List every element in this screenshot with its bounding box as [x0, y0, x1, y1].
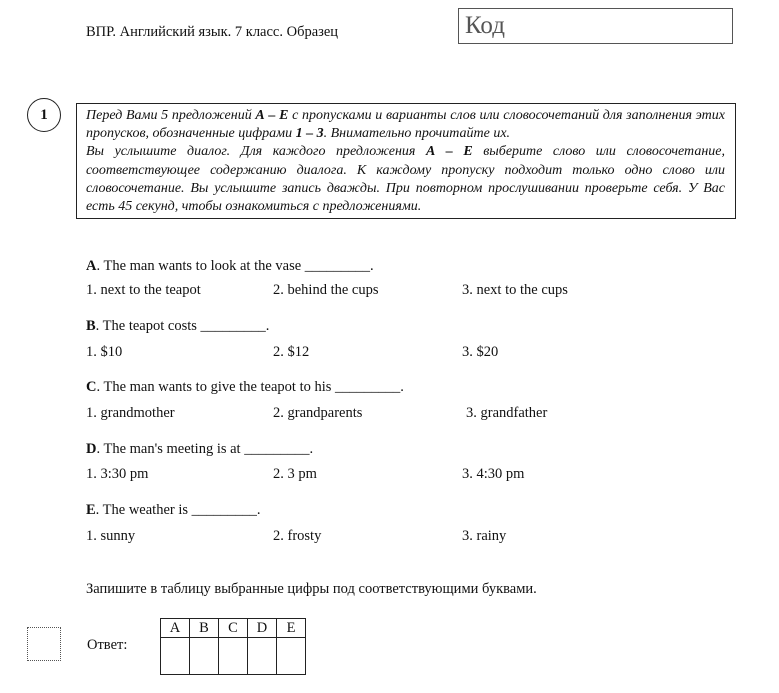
option-a-1: 1. next to the teapot	[86, 282, 201, 298]
question-e	[86, 502, 261, 519]
question-text: . The man's meeting is at _________.	[96, 441, 314, 457]
option-b-3: 3. $20	[462, 344, 499, 360]
answer-header-e: E	[277, 619, 306, 638]
answer-cell-d[interactable]	[248, 638, 277, 675]
option-c-3: 3. grandfather	[466, 405, 548, 421]
option-e-1: 1. sunny	[86, 528, 136, 544]
question-d	[86, 441, 313, 458]
instruction-part: . Внимательно прочитайте их.	[323, 126, 511, 142]
option-d-3: 3. 4:30 pm	[462, 466, 525, 482]
question-text: . The man wants to look at the vase _________.	[96, 258, 374, 274]
option-c-2: 2. grandparents	[273, 405, 363, 421]
instruction-letters: А – Е	[255, 108, 289, 123]
answer-cell-a[interactable]	[161, 638, 190, 675]
instruction-part: Вы услышите диалог. Для каждого предложения	[86, 144, 426, 160]
option-d-2: 2. 3 pm	[273, 466, 317, 482]
option-c-1: 1. grandmother	[86, 405, 175, 421]
question-letter: E	[86, 502, 96, 518]
option-a-2: 2. behind the cups	[273, 282, 379, 298]
question-letter: C	[86, 379, 97, 395]
option-e-2: 2. frosty	[273, 528, 322, 544]
question-a	[86, 258, 374, 275]
answer-table	[160, 618, 306, 675]
option-d-1: 1. 3:30 pm	[86, 466, 149, 482]
option-a-3: 3. next to the cups	[462, 282, 568, 298]
option-b-2: 2. $12	[273, 344, 310, 360]
instruction-digits: 1 – 3	[295, 126, 324, 142]
question-c	[86, 379, 404, 396]
question-text: . The teapot costs _________.	[95, 318, 270, 334]
instruction-part: Перед Вами 5 предложений	[86, 108, 256, 123]
task-instruction-box	[76, 103, 736, 219]
instruction-part: с пропусками и варианты слов или словосочетаний для заполнения этих пропусков, обозначенные цифрами	[86, 108, 725, 142]
task-number-badge: 1	[27, 98, 61, 132]
instruction-part: выберите слово или словосочетание, соответствующее содержанию диалога. К каждому пропуску подходит только одно слово или словосочетание. Вы услышите запись дважды. При повторном прослушивании проверьте себя. У Вас есть 45 секунд, чтобы ознакомиться с предложениями.	[86, 144, 725, 215]
question-letter: D	[86, 441, 97, 457]
question-text: . The weather is _________.	[95, 502, 261, 518]
score-box[interactable]	[27, 627, 61, 661]
option-e-3: 3. rainy	[462, 528, 507, 544]
answer-instruction: Запишите в таблицу выбранные цифры под соответствующими буквами.	[86, 581, 537, 597]
answer-header-d: D	[248, 619, 277, 638]
page-header-title: ВПР. Английский язык. 7 класс. Образец	[86, 24, 339, 40]
instruction-letters: А – Е	[425, 144, 473, 160]
answer-cell-b[interactable]	[190, 638, 219, 675]
question-letter: A	[86, 258, 97, 274]
option-b-1: 1. $10	[86, 344, 123, 360]
answer-header-c: C	[219, 619, 248, 638]
question-text: . The man wants to give the teapot to his _________.	[96, 379, 404, 395]
answer-cell-c[interactable]	[219, 638, 248, 675]
question-b	[86, 318, 269, 335]
answer-header-b: B	[190, 619, 219, 638]
code-field[interactable]: Код	[458, 8, 733, 44]
answer-header-a: A	[161, 619, 190, 638]
answer-cell-e[interactable]	[277, 638, 306, 675]
question-letter: B	[86, 318, 96, 334]
answer-label: Ответ:	[87, 637, 128, 653]
